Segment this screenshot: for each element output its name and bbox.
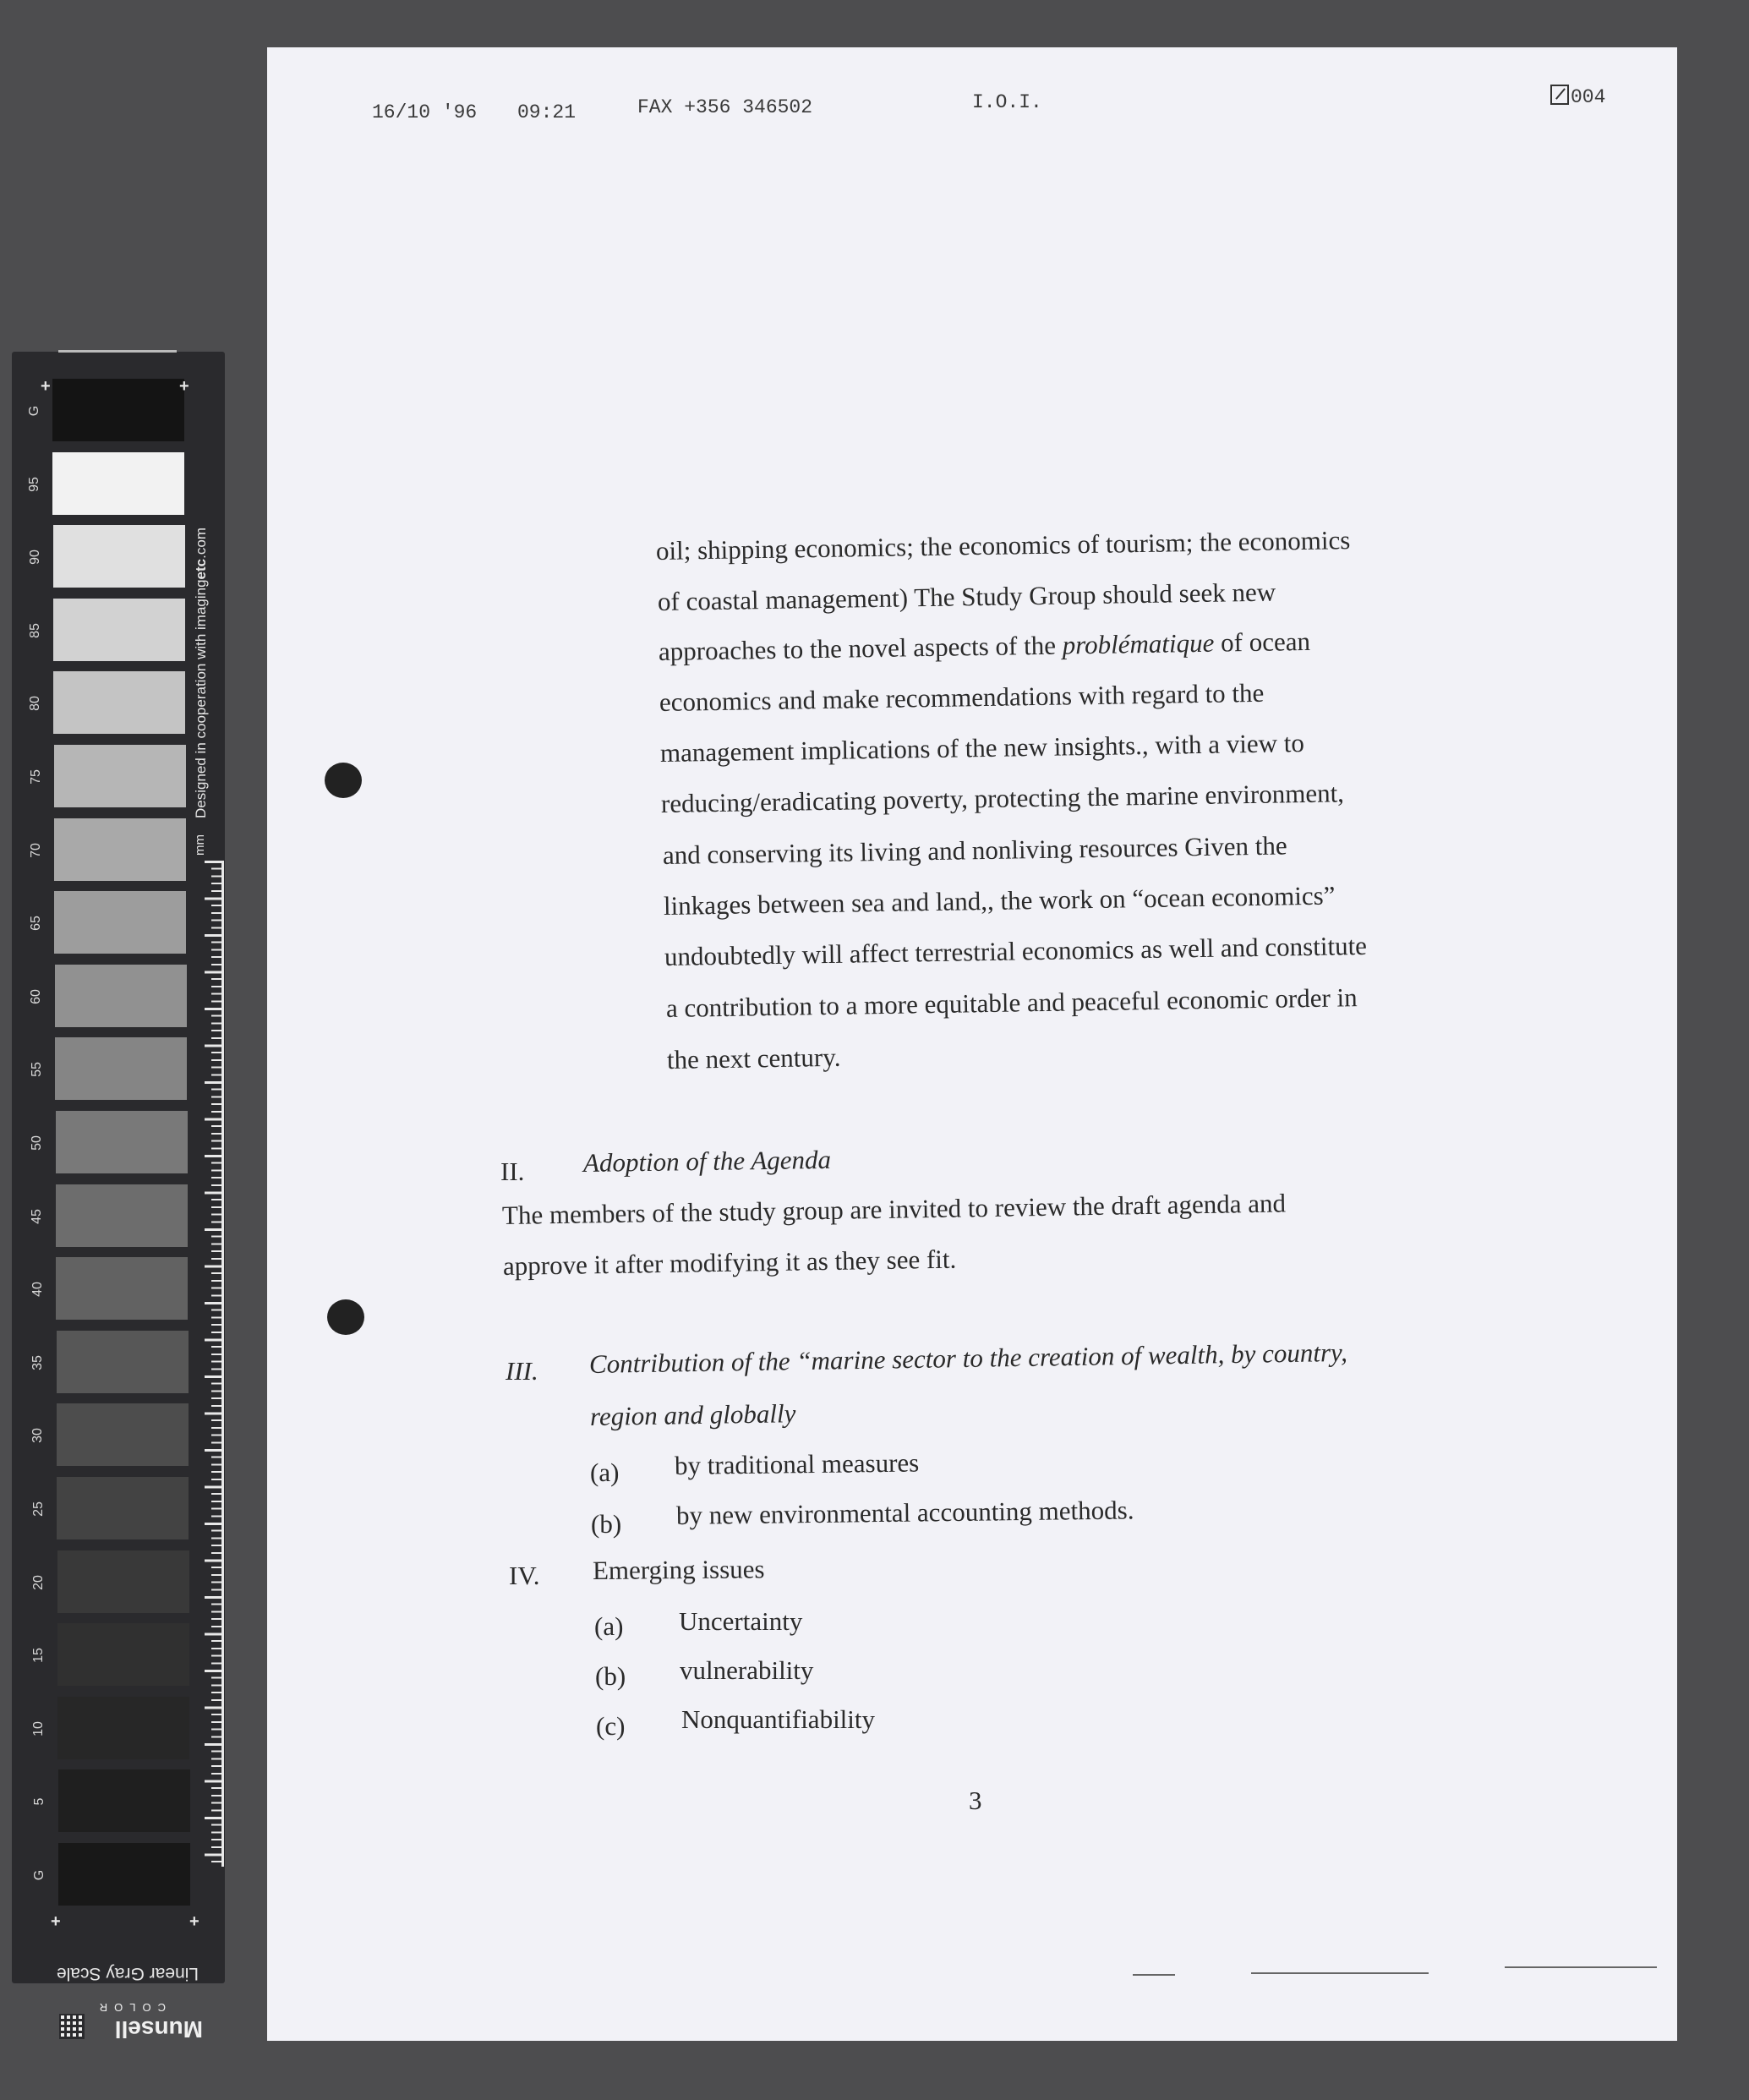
section-4-item-text: Uncertainty — [679, 1606, 803, 1636]
gray-patch — [56, 1257, 188, 1320]
fax-page-code — [1550, 85, 1605, 108]
para-line: undoubtedly will affect terrestrial economics as well and constitute — [664, 930, 1368, 971]
gray-patch — [58, 1843, 190, 1906]
section-4-item-mark: (b) — [595, 1661, 626, 1691]
grid-logo-icon — [59, 2014, 85, 2039]
punch-hole — [325, 763, 362, 798]
gray-patch-label: 25 — [30, 1501, 46, 1517]
para-line: management implications of the new insights., with a view to — [659, 728, 1305, 768]
scan-mark — [1133, 1974, 1175, 1976]
gray-patch — [54, 818, 186, 881]
gray-patch — [55, 1037, 187, 1100]
para-line-end: of ocean — [1214, 626, 1311, 658]
para-line: oil; shipping economics; the economics of tourism; the economics — [655, 525, 1351, 566]
section-3-item-text: by new environmental accounting methods. — [675, 1495, 1134, 1530]
gray-patch — [56, 1111, 188, 1173]
gray-patch-label: 30 — [30, 1428, 46, 1444]
page-number: 3 — [969, 1786, 982, 1815]
para-line: the next century. — [666, 1042, 841, 1075]
plus-mark-icon: + — [179, 377, 189, 396]
gray-patch-label: 70 — [28, 842, 43, 858]
gray-patch-label: 20 — [30, 1574, 46, 1590]
gray-patch — [53, 599, 185, 661]
section-3-item-mark: (a) — [590, 1457, 620, 1487]
credit-text: Designed in cooperation with imagingetc.com — [193, 528, 209, 818]
gray-patch-label: 40 — [30, 1282, 45, 1298]
gray-patch-label: G — [27, 405, 41, 417]
fax-date: 16/10 '96 — [372, 101, 478, 123]
gray-patch-label: 65 — [29, 916, 44, 932]
para-line: reducing/eradicating poverty, protecting the marine environment, — [660, 778, 1345, 818]
section-4-item-mark: (c) — [596, 1711, 626, 1741]
para-line: economics and make recommendations with regard to the — [659, 677, 1265, 717]
brand-name: Munsell — [114, 2016, 203, 2043]
fax-page-icon — [1550, 85, 1569, 105]
munsell-logo — [59, 1995, 203, 2043]
gray-patch — [56, 1184, 188, 1247]
gray-patch-label: 95 — [27, 476, 42, 492]
gray-patch-label: G — [32, 1869, 46, 1881]
gray-patch — [58, 1769, 190, 1832]
section-3-number: III. — [506, 1356, 538, 1386]
gray-patch-label: 85 — [27, 622, 42, 638]
para-line: of coastal management) The Study Group should seek new — [657, 577, 1276, 616]
section-3-title: region and globally — [589, 1398, 796, 1431]
gray-patch — [57, 1623, 189, 1686]
ruler-unit-label: mm — [193, 834, 207, 856]
section-4-title: Emerging issues — [592, 1554, 765, 1585]
gray-patch — [52, 452, 184, 515]
gray-patch-label: 50 — [30, 1135, 44, 1151]
ruler-spine-line — [221, 861, 224, 1867]
gray-patch — [57, 1550, 189, 1613]
punch-hole — [327, 1299, 364, 1335]
section-4-item-text: vulnerability — [680, 1655, 814, 1685]
gray-patch-label: 5 — [31, 1797, 46, 1806]
gray-patch — [57, 1697, 189, 1759]
brand-sub: COLOR — [92, 2001, 166, 2014]
gray-patch-label: 35 — [30, 1354, 45, 1370]
fax-org: I.O.I. — [972, 91, 1042, 113]
gray-patch-label: 15 — [31, 1648, 46, 1664]
scale-title: Linear Gray Scale — [56, 1964, 199, 1983]
section-3-title: Contribution of the “marine sector to the creation of wealth, by country, — [588, 1337, 1348, 1379]
section-4-item-mark: (a) — [594, 1611, 624, 1641]
section-4-number: IV. — [509, 1561, 540, 1590]
section-2-title: Adoption of the Agenda — [582, 1144, 832, 1178]
gray-patch-label: 90 — [27, 550, 42, 566]
para-line-start: approaches to the novel aspects of the — [658, 630, 1063, 666]
document-page — [267, 47, 1677, 2041]
gray-patch-label: 10 — [31, 1720, 46, 1736]
gray-patch — [54, 891, 186, 954]
section-2-text: The members of the study group are invited to review the draft agenda and — [501, 1188, 1287, 1230]
gray-patch-label: 45 — [30, 1208, 45, 1224]
para-line: and conserving its living and nonliving resources Given the — [662, 830, 1287, 870]
section-4-item-text: Nonquantifiability — [681, 1704, 876, 1734]
italic-word: problématique — [1062, 627, 1215, 660]
plus-mark-icon: + — [41, 377, 51, 396]
plus-mark-icon: + — [51, 1912, 61, 1931]
strip-top-edge — [58, 350, 177, 353]
gray-patch — [53, 525, 185, 588]
fax-number: FAX +356 346502 — [637, 96, 813, 118]
gray-patch-label: 75 — [28, 769, 43, 785]
section-2-text: approve it after modifying it as they see fit. — [502, 1244, 957, 1281]
scan-mark — [1251, 1972, 1429, 1974]
gray-patch — [57, 1331, 189, 1393]
section-2-number: II. — [500, 1157, 525, 1186]
para-line: linkages between sea and land,, the work on “ocean economics” — [663, 880, 1336, 921]
section-3-item-mark: (b) — [591, 1509, 622, 1539]
ruler-major-ticks — [205, 861, 223, 1867]
plus-mark-icon: + — [189, 1912, 199, 1931]
gray-patch — [57, 1403, 189, 1466]
gray-patch — [57, 1477, 189, 1539]
para-line: a contribution to a more equitable and peaceful economic order in — [665, 982, 1358, 1023]
gray-patch-label: 55 — [29, 1062, 44, 1078]
gray-patch-label: 60 — [29, 988, 44, 1004]
scan-mark — [1505, 1966, 1657, 1968]
fax-page-code-text: 004 — [1571, 86, 1606, 108]
gray-patch — [54, 745, 186, 807]
gray-patch — [52, 379, 184, 441]
fax-time: 09:21 — [517, 101, 577, 123]
section-3-item-text: by traditional measures — [674, 1447, 920, 1480]
gray-patch-label: 80 — [28, 696, 43, 712]
gray-patch — [53, 671, 185, 734]
gray-patch — [55, 965, 187, 1027]
